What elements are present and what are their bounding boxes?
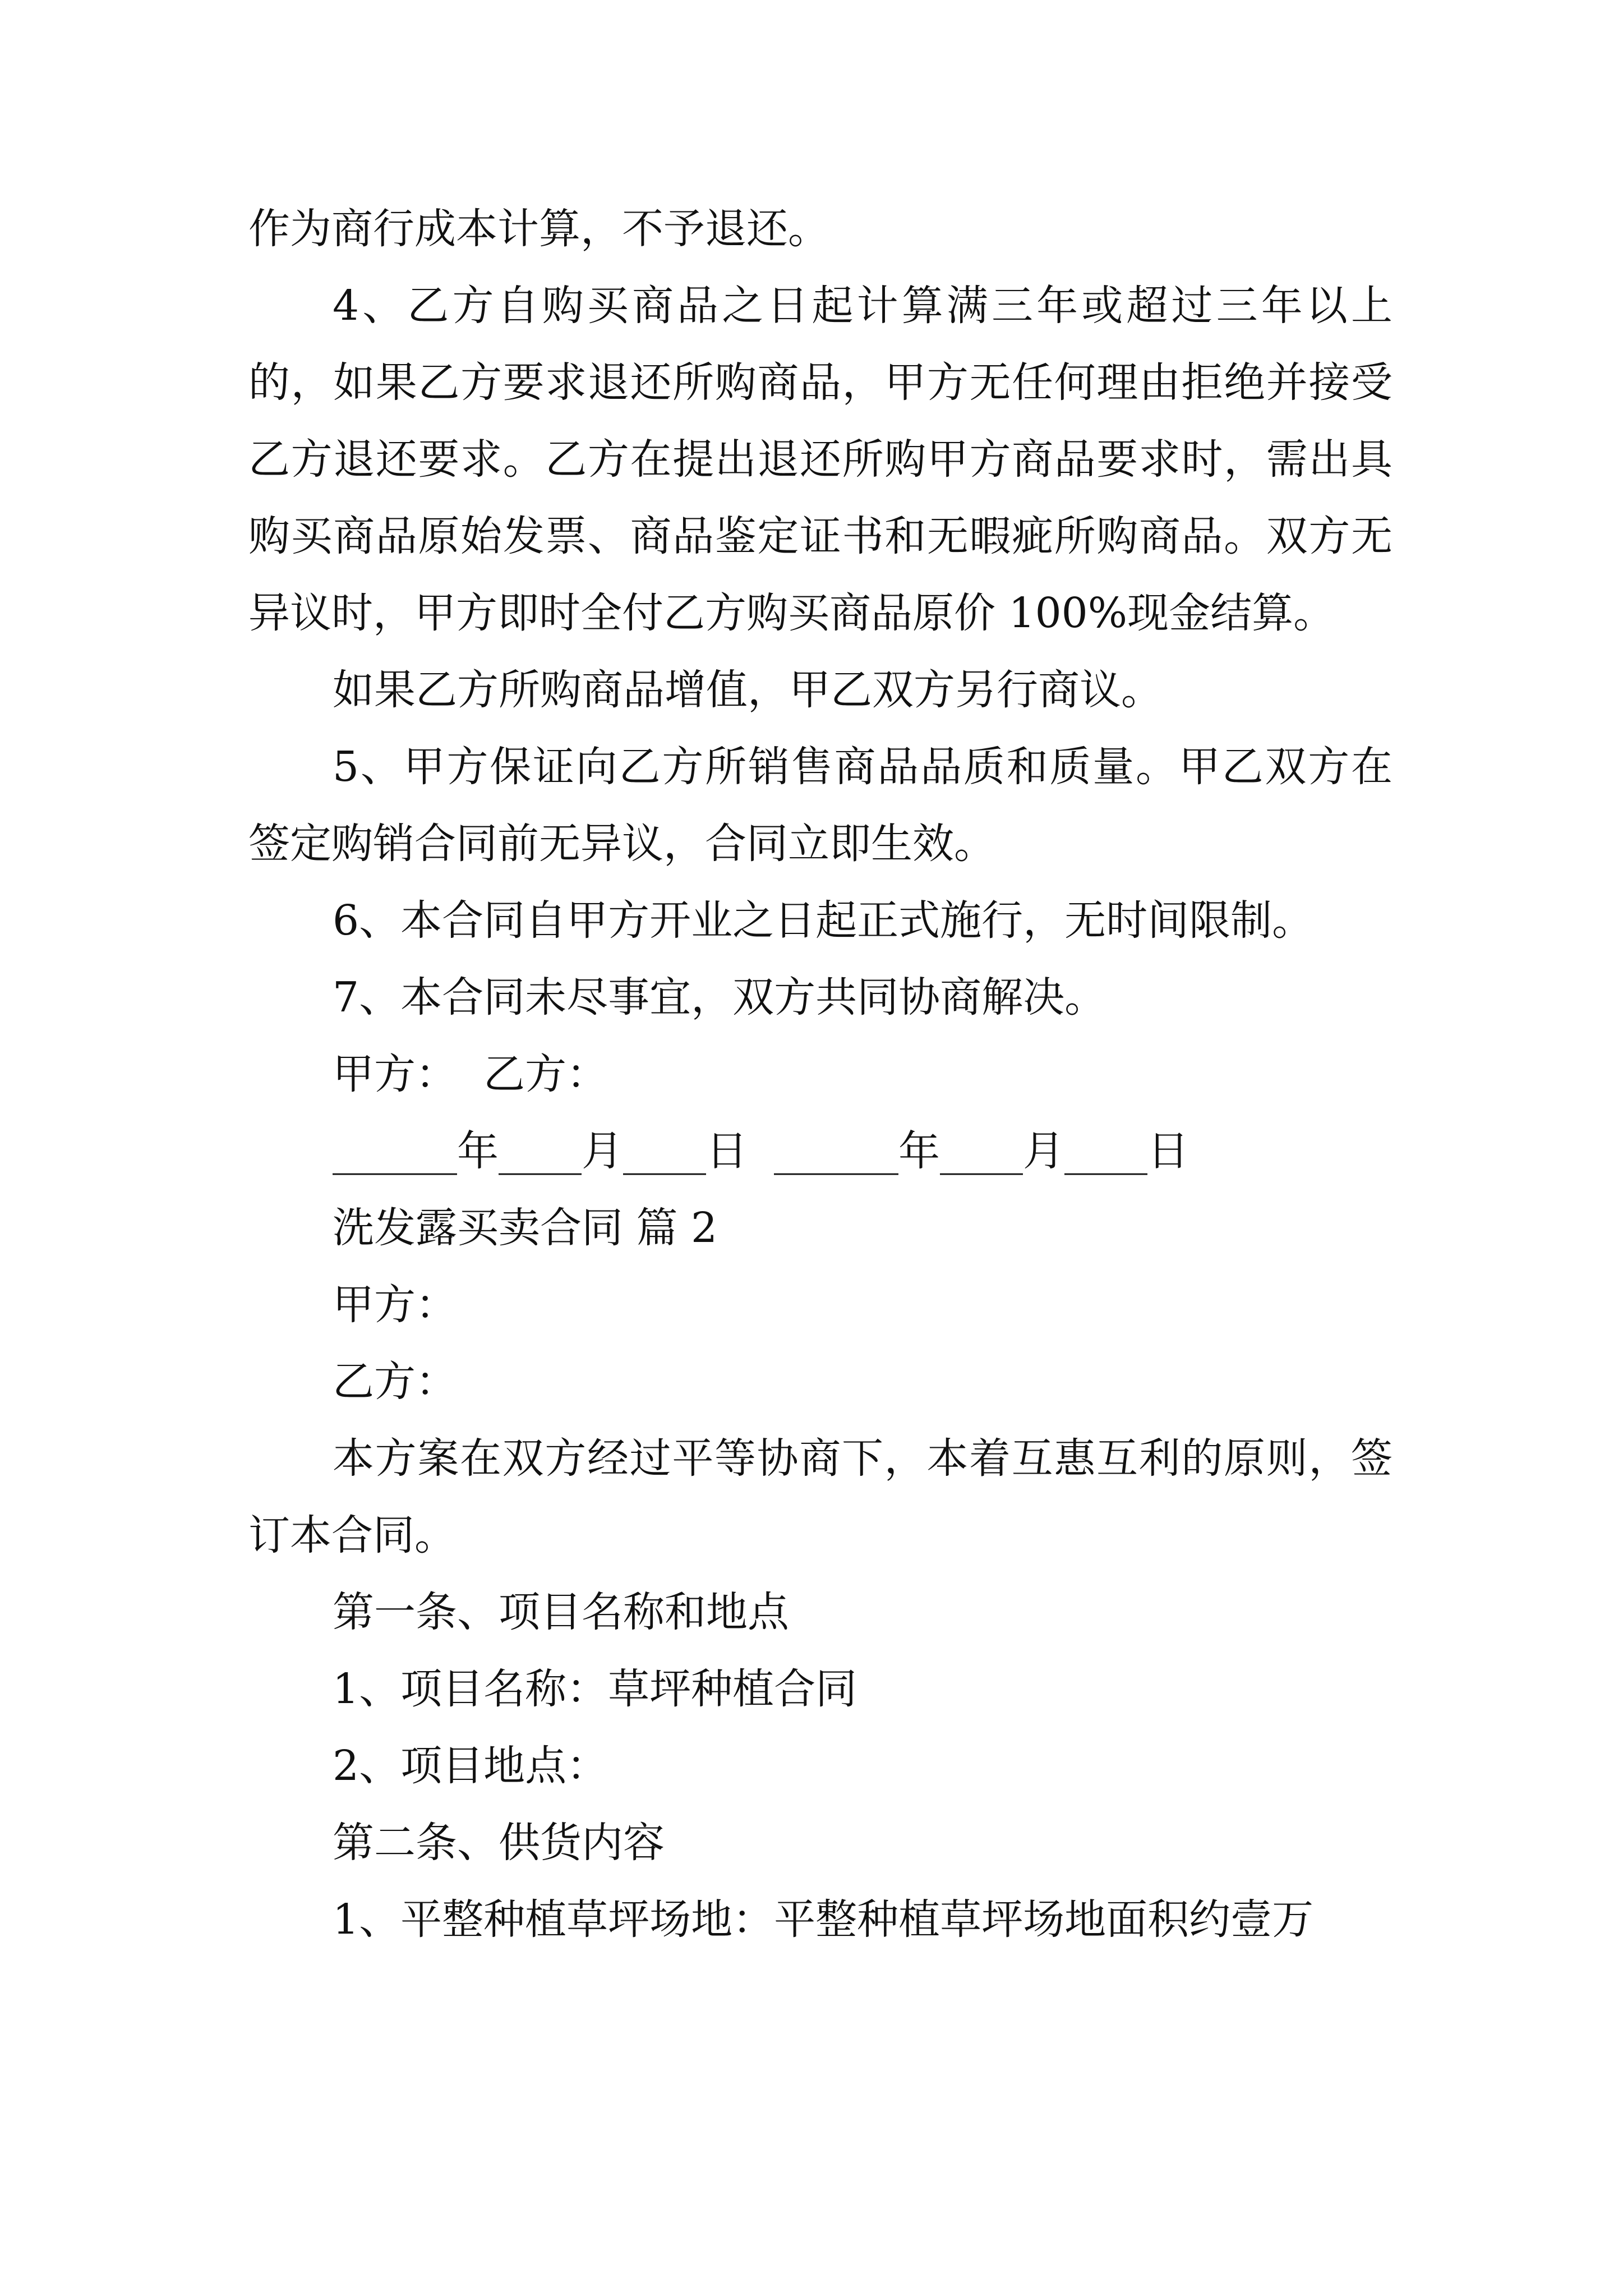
- signature-parties: 甲方： 乙方：: [333, 1050, 608, 1098]
- project-name-item: 1、项目名称：草坪种植合同: [333, 1665, 857, 1713]
- paragraph-clause-6: 6、本合同自甲方开业之日起正式施行，无时间限制。: [333, 896, 1314, 945]
- supply-item-1: 1、平整种植草坪场地：平整种植草坪场地面积约壹万: [333, 1895, 1314, 1944]
- article-1-heading: 第一条、项目名称和地点: [333, 1588, 789, 1636]
- document-body: [248, 191, 1393, 1958]
- article-2-heading: 第二条、供货内容: [333, 1819, 665, 1867]
- paragraph-clause-7: 7、本合同未尽事宜，双方共同协商解决。: [333, 973, 1106, 1022]
- contract-title-2: 洗发露买卖合同 篇 2: [333, 1204, 718, 1252]
- paragraph-clause-5: 5、甲方保证向乙方所销售商品品质和质量。甲乙双方在签定购销合同前无异议，合同立即生效。: [248, 743, 1393, 868]
- paragraph-preamble: 本方案在双方经过平等协商下，本着互惠互利的原则，签订本合同。: [248, 1434, 1393, 1559]
- project-location-item: 2、项目地点：: [333, 1742, 608, 1790]
- party-a-label: 甲方：: [333, 1281, 457, 1329]
- paragraph-appreciation: 如果乙方所购商品增值，甲乙双方另行商议。: [333, 666, 1163, 714]
- signature-dates: ______年____月____日 ______年____月____日: [333, 1127, 1189, 1175]
- paragraph-clause-4: 4、乙方自购买商品之日起计算满三年或超过三年以上的，如果乙方要求退还所购商品，甲方无任何理由拒绝并接受乙方退还要求。乙方在提出退还所购甲方商品要求时，需出具购买商品原始发票、商品鉴定证书和无暇疵所购商品。双方无异议时，甲方即时全付乙方购买商品原价 100%现金结算。: [248, 282, 1393, 637]
- party-b-label: 乙方：: [333, 1358, 457, 1406]
- paragraph-continuation: 作为商行成本计算，不予退还。: [248, 205, 829, 253]
